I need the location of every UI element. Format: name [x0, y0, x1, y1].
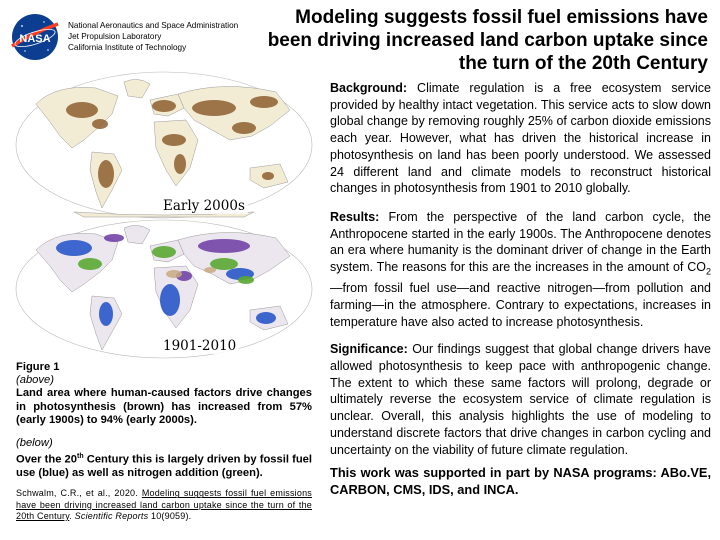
caption-above-text: Land area where human-caused factors drive changes in photosynthesis (brown) has increased from 57% (early 1900s) to 94% (early 2000s). — [16, 387, 312, 426]
caption-below-label: (below) — [16, 437, 53, 450]
caption-below-text: Over the 20th Century this is largely driven by fossil fuel use (blue) as well as nitrogen addition (green). — [16, 453, 312, 480]
figure-label: Figure 1 — [16, 361, 60, 373]
background-paragraph: Background: Climate regulation is a free ecosystem service provided by healthy intact vegetation. This service acts to slow down global change by removing roughly 25% of carbon dioxide emissions each year. However, what has driven the historical increase in photosynthesis on land has been poorly understood. We assessed 24 different land and climate models to reconstruct historical changes in photosynthesis from 1901 to 2010 globally. — [330, 81, 711, 196]
citation-link[interactable]: Modeling suggests fossil fuel emissions have been driving increased land carbon uptake since the turn of the 20th Century — [16, 488, 312, 521]
page-title — [188, 6, 708, 75]
map-label: 1901-2010 — [160, 338, 239, 354]
citation: Schwalm, C.R., et al., 2020. Modeling suggests fossil fuel emissions have been driving increased land carbon uptake since the turn of the 20th Century. Scientific Reports 10(9059). — [16, 488, 312, 521]
title-line: Modeling suggests fossil fuel emissions have — [295, 7, 708, 28]
results-paragraph: Results: From the perspective of the land carbon cycle, the Anthropocene started in the early 1900s. The Anthropocene denotes an era where humanity is the dominant driver of change in the Earth system. The reasons for this are the increases in the amount of $CO_2—from$ fossil fuel use—and reactive nitrogen—from pollution and farming—in the atmosphere. Contrary to expectations, increases in temperature have also acted to increase photosynthesis. — [330, 209, 711, 329]
org-line: Jet Propulsion Laboratory — [68, 32, 162, 41]
map-label: Early 2000s — [160, 198, 248, 214]
title-line: the turn of the 20th Century — [458, 53, 708, 74]
support-statement: This work was supported in part by NASA programs: ABo.VE, CARBON, CMS, IDS, and INCA. — [330, 465, 711, 498]
nasa-logo — [8, 12, 62, 62]
svg-text:NASA: NASA — [19, 33, 51, 45]
caption-above-label: (above) — [16, 374, 54, 387]
org-line: National Aeronautics and Space Administration — [68, 21, 239, 30]
figure-caption — [16, 361, 312, 522]
org-line: California Institute of Technology — [68, 43, 187, 52]
map-early-2000s — [14, 70, 314, 220]
text-column — [330, 80, 711, 498]
significance-paragraph: Significance: Our findings suggest that global change drivers have allowed photosynthesis to keep pace with anthropogenic change. The extent to which these same factors will prolong, degrade or ultimately reverse the ecosystem service of climate regulation is unclear. Overall, this analysis highlights the use of modeling to understand discrete factors that drive changes in carbon cycling and uncertainty on the viability of future climate regulation. — [330, 342, 711, 457]
title-line: been driving increased land carbon uptake since — [267, 30, 708, 51]
map-1901-2010 — [14, 218, 314, 360]
